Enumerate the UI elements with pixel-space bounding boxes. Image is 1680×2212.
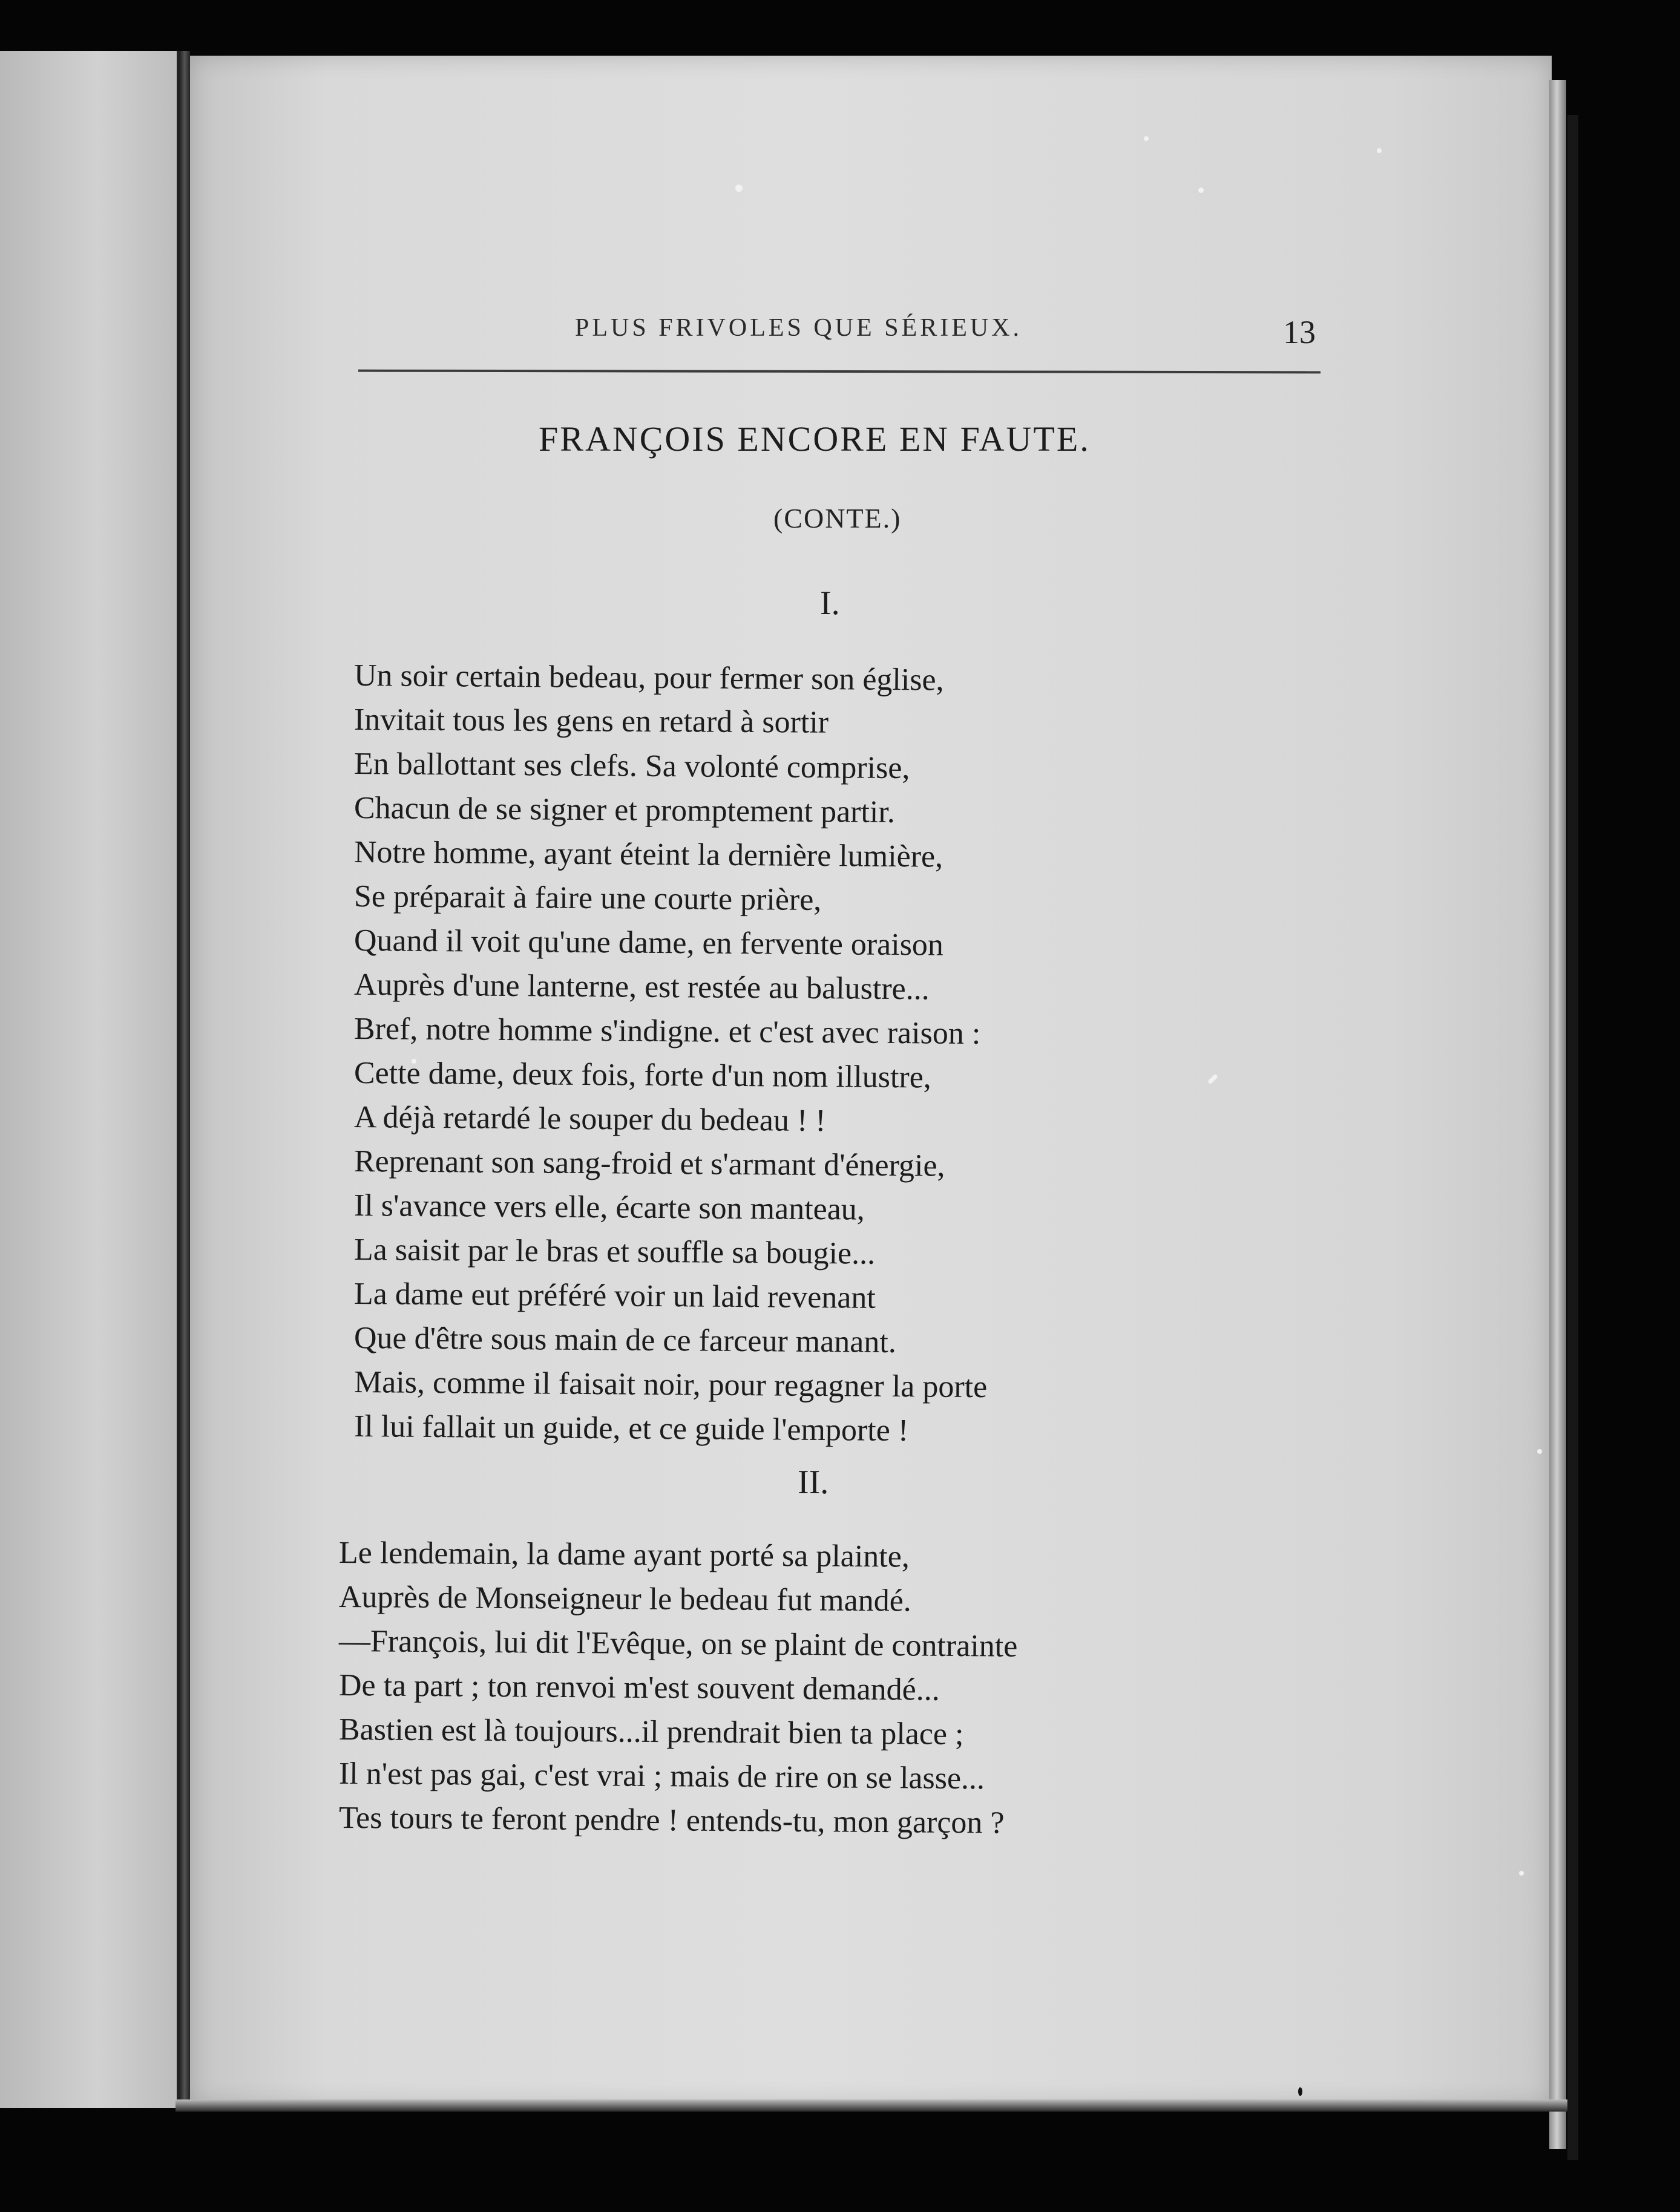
verse-line: Il s'avance vers elle, écarte son manteau, [353, 1188, 865, 1227]
scan-speck [1537, 1449, 1542, 1454]
verse-line: Reprenant son sang-froid et s'armant d'énergie, [353, 1144, 945, 1183]
verse-line: Invitait tous les gens en retard à sortir [353, 702, 829, 740]
scan-speck [1144, 136, 1149, 141]
page-number: 13 [1283, 314, 1316, 350]
verse-line: Bref, notre homme s'indigne. et c'est avec raison : [353, 1012, 981, 1052]
verse-line: A déjà retardé le souper du bedeau ! ! [353, 1100, 826, 1139]
scan-speck [1198, 188, 1204, 193]
section-numeral: I. [820, 584, 840, 622]
verse-line: —François, lui dit l'Evêque, on se plaint de contrainte [338, 1624, 1018, 1664]
verse-line: Le lendemain, la dame ayant porté sa plainte, [338, 1536, 910, 1574]
facing-page-edge [0, 51, 179, 2108]
scan-speck [1377, 148, 1382, 153]
verse-line: De ta part ; ton renvoi m'est souvent demandé... [338, 1668, 940, 1707]
page-bottom-edge [176, 2099, 1567, 2112]
scan-speck [735, 185, 743, 192]
verse-stanza [354, 653, 1238, 1448]
verse-line: Tes tours te feront pendre ! entends-tu, mon garçon ? [338, 1801, 1005, 1841]
verse-line: Auprès de Monseigneur le bedeau fut mandé. [338, 1580, 911, 1618]
book-gutter [179, 51, 190, 2108]
verse-line: Notre homme, ayant éteint la dernière lumière, [353, 835, 943, 874]
scan-border [1567, 115, 1578, 2160]
verse-line: Que d'être sous main de ce farceur manant. [353, 1321, 897, 1360]
verse-line: Mais, comme il faisait noir, pour regagner la porte [353, 1365, 988, 1405]
running-head: PLUS FRIVOLES QUE SÉRIEUX. [575, 314, 1023, 342]
verse-line: La dame eut préféré voir un laid revenant [353, 1277, 876, 1315]
poem-title: FRANÇOIS ENCORE EN FAUTE. [539, 419, 1091, 459]
verse-stanza [339, 1531, 1253, 1840]
verse-line: Auprès d'une lanterne, est restée au balustre... [353, 967, 930, 1007]
verse-line: Cette dame, deux fois, forte d'un nom illustre, [353, 1056, 932, 1095]
verse-line: Bastien est là toujours...il prendrait bien ta place ; [338, 1712, 964, 1752]
verse-line: Quand il voit qu'une dame, en fervente oraison [353, 923, 944, 963]
verse-line: Un soir certain bedeau, pour fermer son église, [353, 658, 944, 698]
verse-line: En ballottant ses clefs. Sa volonté comprise, [353, 747, 910, 786]
verse-line: Il n'est pas gai, c'est vrai ; mais de rire on se lasse... [338, 1756, 985, 1796]
scan-speck [1519, 1871, 1524, 1876]
verse-line: Il lui fallait un guide, et ce guide l'emporte ! [353, 1409, 909, 1448]
page-fore-edge [1549, 80, 1566, 2149]
poem-subtitle: (CONTE.) [773, 503, 902, 534]
section-numeral: II. [798, 1464, 829, 1501]
verse-line: Se préparait à faire une courte prière, [353, 879, 822, 918]
verse-line: Chacun de se signer et promptement partir. [353, 791, 896, 830]
scan-speck [1298, 2087, 1302, 2096]
verse-line: La saisit par le bras et souffle sa bougie... [353, 1232, 876, 1271]
